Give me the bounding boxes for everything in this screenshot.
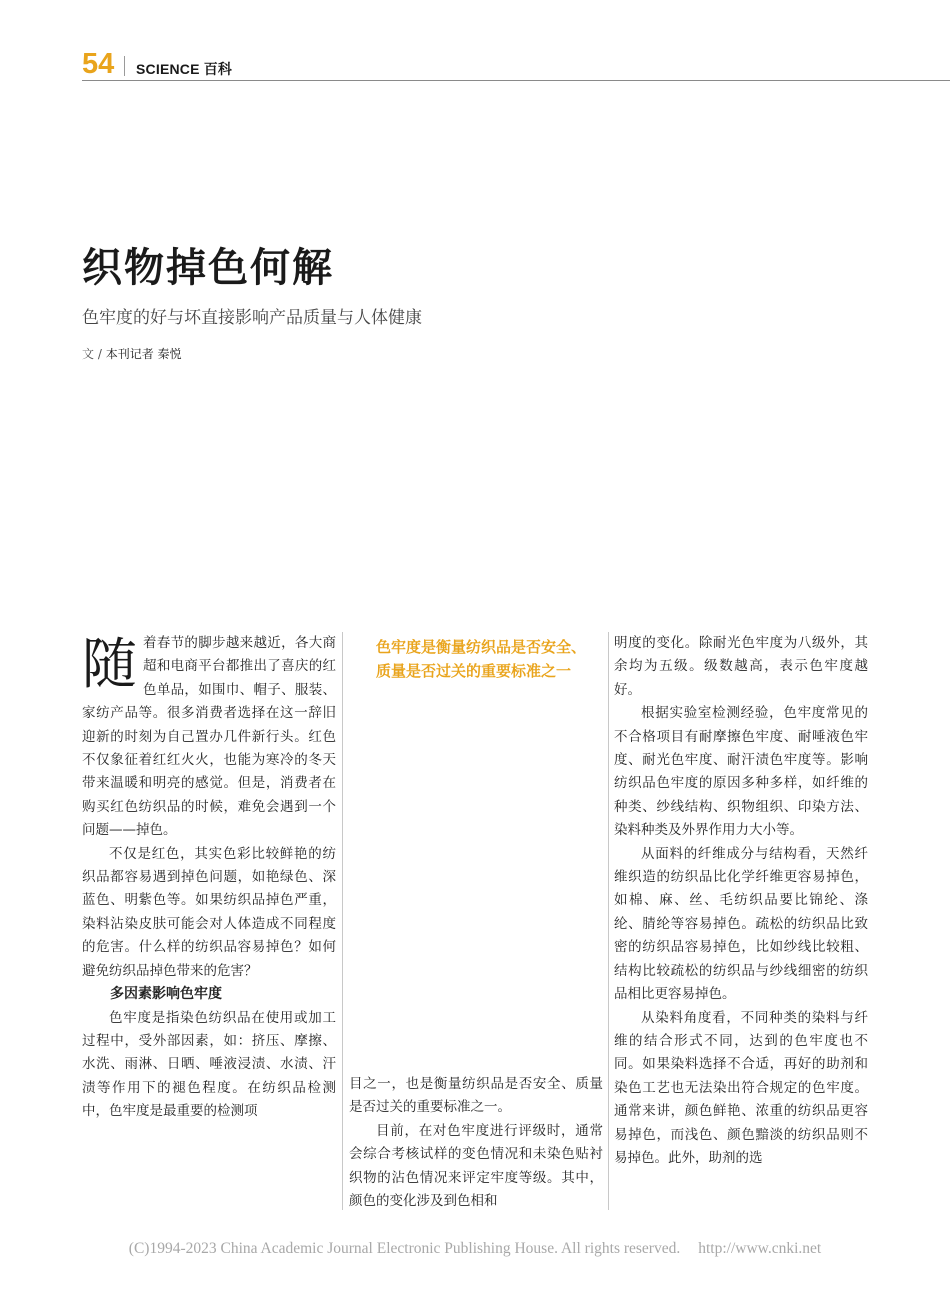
paragraph: 明度的变化。除耐光色牢度为八级外，其余均为五级。级数越高，表示色牢度越好。 [614,635,868,698]
paragraph: 目前，在对色牢度进行评级时，通常会综合考核试样的变色情况和未染色贴衬织物的沾色情况来评定牢度等级。其中，颜色的变化涉及到色相和 [349,1122,603,1210]
column-3 [614,632,868,1170]
header-rule [82,80,950,81]
paragraph: 从面料的纤维成分与结构看，天然纤维织造的纺织品比化学纤维更容易掉色，如棉、麻、丝、毛纺织品要比锦纶、涤纶、腈纶等容易掉色。疏松的纺织品比致密的纺织品容易掉色，比如纱线比较粗、结构比较疏松的纺织品与纱线细密的纺织品相比更容易掉色。 [614,845,868,1003]
page-number: 54 [82,48,115,80]
drop-cap: 随 [82,632,138,696]
column-2 [349,1073,603,1213]
section-heading: 多因素影响色牢度 [110,986,222,1003]
byline-prefix: 文 / [82,347,106,361]
column-1 [82,632,336,1124]
paragraph [82,632,336,843]
section-latin: SCIENCE [136,61,200,77]
copyright-text: (C)1994-2023 China Academic Journal Electronic Publishing House. All rights reserved. [128,1240,681,1257]
section-label [136,59,232,79]
byline-author: 本刊记者 秦悦 [105,347,182,361]
article-title: 织物掉色何解 [82,245,334,291]
footer-url[interactable]: http://www.cnki.net [698,1240,822,1257]
paragraph-text: 着春节的脚步越来越近，各大商超和电商平台都推出了喜庆的红色单品，如围巾、帽子、服装、家纺产品等。很多消费者选择在这一辞旧迎新的时刻为自己置办几件新行头。红色不仅象征着红红火火，也能为寒冷的冬天带来温暖和明亮的感觉。但是，消费者在购买红色纺织品的时候，难免会遇到一个问题——掉色。 [82,635,336,839]
copyright-footer [0,1240,950,1258]
paragraph: 根据实验室检测经验，色牢度常见的不合格项目有耐摩擦色牢度、耐唾液色牢度、耐光色牢度、耐汗渍色牢度等。影响纺织品色牢度的原因多种多样，如纤维的种类、纱线结构、织物组织、印染方法、染料种类及外界作用力大小等。 [614,705,868,839]
paragraph: 色牢度是指染色纺织品在使用或加工过程中，受外部因素，如：挤压、摩擦、水洗、雨淋、日晒、唾液浸渍、水渍、汗渍等作用下的褪色程度。在纺织品检测中，色牢度是最重要的检测项 [82,1009,336,1120]
paragraph: 从染料角度看，不同种类的染料与纤维的结合形式不同，达到的色牢度也不同。如果染料选择不合适，再好的助剂和染色工艺也无法染出符合规定的色牢度。通常来讲，颜色鲜艳、浓重的纺织品更容易掉色，而浅色、颜色黯淡的纺织品则不易掉色。此外，助剂的选 [614,1009,868,1166]
section-cn: 百科 [203,61,233,77]
column-divider [342,632,343,1210]
header-divider [124,56,125,76]
paragraph: 目之一，也是衡量纺织品是否安全、质量是否过关的重要标准之一。 [349,1076,603,1116]
article-subtitle: 色牢度的好与坏直接影响产品质量与人体健康 [82,308,422,328]
paragraph: 不仅是红色，其实色彩比较鲜艳的纺织品都容易遇到掉色问题，如艳绿色、深蓝色、明紫色等。如果纺织品掉色严重，染料沾染皮肤可能会对人体造成不同程度的危害。什么样的纺织品容易掉色？如何避免纺织品掉色带来的危害？ [82,845,336,979]
column-divider [608,632,609,1210]
pull-quote: 色牢度是衡量纺织品是否安全、质量是否过关的重要标准之一 [376,638,587,680]
page-header [82,48,950,84]
byline [82,345,182,362]
